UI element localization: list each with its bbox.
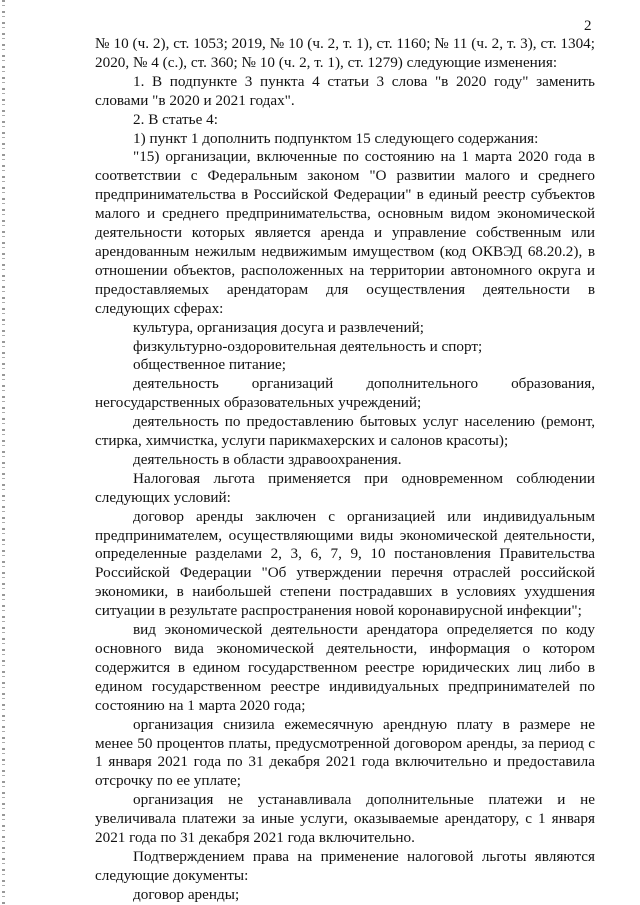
page-number: 2 xyxy=(584,18,592,34)
paragraph: деятельность в области здравоохранения. xyxy=(133,450,402,468)
paragraph: деятельность по предоставлению бытовых услуг населению (ремонт, стирка, химчистка, услуги парикмахерских и салонов красоты); xyxy=(95,413,595,450)
scan-edge-artifact xyxy=(2,0,5,905)
paragraph: организация снизила ежемесячную арендную плату в размере не менее 50 процентов платы, предусмотренной договором аренды, за период с 1 января 2021 года по 31 декабря 2021 года включительно и предоставила отсрочку по ее уплате; xyxy=(95,715,595,790)
paragraph: № 10 (ч. 2), ст. 1053; 2019, № 10 (ч. 2, т. 1), ст. 1160; № 11 (ч. 2, т. 3), ст. 1304; 2020, № 4 (с.), ст. 360; № 10 (ч. 2, т. 1), ст. 1279) следующие изменения: xyxy=(95,35,595,71)
paragraph: 1. В подпункте 3 пункта 4 статьи 3 слова "в 2020 году" заменить словами "в 2020 и 2021 годах". xyxy=(95,72,595,109)
paragraph: вид экономической деятельности арендатора определяется по коду основного вида экономической деятельности, информация о котором содержится в едином государственном реестре юридических лиц либо в едином государственном реестре индивидуальных предпринимателей по состоянию на 1 марта 2020 года; xyxy=(95,621,595,714)
paragraph: 2. В статье 4: xyxy=(133,110,218,128)
paragraph: физкультурно-оздоровительная деятельность и спорт; xyxy=(133,337,483,355)
paragraph: деятельность организаций дополнительного образования, негосударственных образовательных учреждений; xyxy=(95,375,595,412)
paragraph: организация не устанавливала дополнительные платежи и не увеличивала платежи за иные услуги, оказываемые арендатору, с 1 января 2021 года по 31 декабря 2021 года включительно. xyxy=(95,791,595,847)
paragraph: "15) организации, включенные по состоянию на 1 марта 2020 года в соответствии с Федеральным законом "О развитии малого и среднего предпринимательства в Российской Федерации" в единый реестр субъектов малого и среднего предпринимательства, основным видом экономической деятельности которых является аренда и управление собственным или арендованным нежилым недвижимым имуществом (код ОКВЭД 68.20.2), в отношении объектов, расположенных на территории автономного округа и предоставляемых арендаторам для осуществления деятельности в следующих сферах: xyxy=(95,148,595,317)
document-body xyxy=(95,35,595,905)
paragraph: договор аренды; xyxy=(133,885,240,903)
paragraph: 1) пункт 1 дополнить подпунктом 15 следующего содержания: xyxy=(133,129,539,147)
paragraph: договор аренды заключен с организацией или индивидуальным предпринимателем, осуществляющими виды экономической деятельности, определенные разделами 2, 3, 6, 7, 9, 10 постановления Правительства Российской Федерации "Об утверждении перечня отраслей российской экономики, в наибольшей степени пострадавших в условиях ухудшения ситуации в результате распространения новой коронавирусной инфекции"; xyxy=(95,507,595,620)
paragraph: культура, организация досуга и развлечений; xyxy=(133,318,424,336)
paragraph: Налоговая льгота применяется при одновременном соблюдении следующих условий: xyxy=(95,469,595,506)
paragraph: общественное питание; xyxy=(133,356,286,374)
paragraph: Подтверждением права на применение налоговой льготы являются следующие документы: xyxy=(95,847,595,884)
